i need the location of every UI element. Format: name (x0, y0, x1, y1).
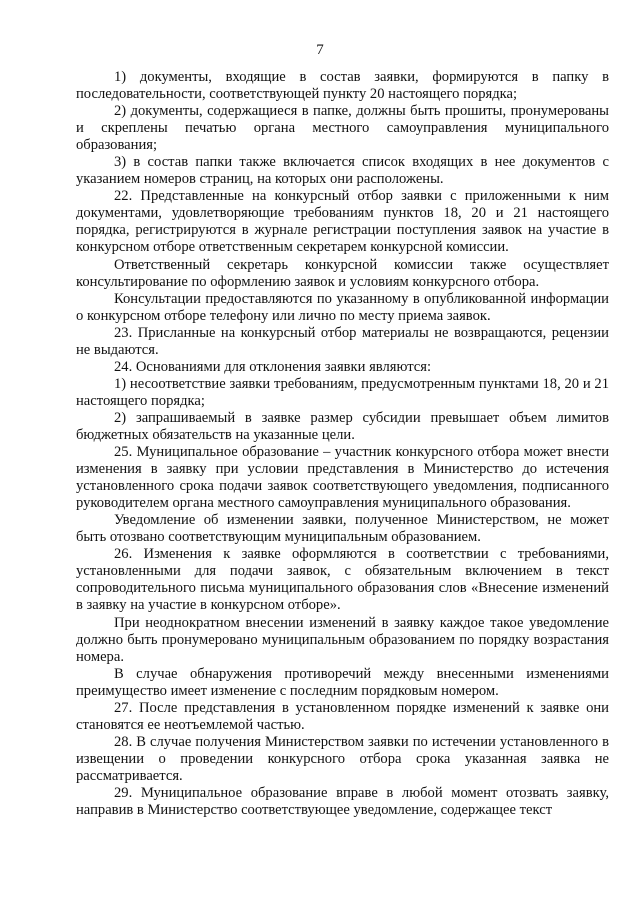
paragraph: 1) документы, входящие в состав заявки, формируются в папку в последовательности, соответствующей пункту 20 настоящего порядка; (76, 69, 609, 103)
paragraph: 25. Муниципальное образование – участник конкурсного отбора может внести изменения в заявку при условии представления в Министерство до истечения установленного срока подачи заявок соответствующего уведомления, подписанного руководителем органа местного самоуправления муниципального образования. (76, 444, 609, 512)
document-body (76, 69, 609, 819)
paragraph: 1) несоответствие заявки требованиям, предусмотренным пунктами 18, 20 и 21 настоящего порядка; (76, 375, 609, 409)
paragraph: Ответственный секретарь конкурсной комиссии также осуществляет консультирование по оформлению заявок и условиям конкурсного отбора. (76, 256, 609, 290)
paragraph: Уведомление об изменении заявки, полученное Министерством, не может быть отозвано соответствующим муниципальным образованием. (76, 512, 609, 546)
paragraph: Консультации предоставляются по указанному в опубликованной информации о конкурсном отборе телефону или лично по месту приема заявок. (76, 290, 609, 324)
paragraph: 27. После представления в установленном порядке изменений к заявке они становятся ее неотъемлемой частью. (76, 699, 609, 733)
page-number: 7 (316, 42, 324, 58)
paragraph: При неоднократном внесении изменений в заявку каждое такое уведомление должно быть пронумеровано муниципальным образованием по порядку возрастания номера. (76, 614, 609, 665)
paragraph: 3) в состав папки также включается список входящих в нее документов с указанием номеров страниц, на которых они расположены. (76, 154, 609, 188)
paragraph: В случае обнаружения противоречий между внесенными изменениями преимущество имеет изменение с последним порядковым номером. (76, 665, 609, 699)
paragraph: 24. Основаниями для отклонения заявки являются: (114, 358, 432, 375)
paragraph: 2) документы, содержащиеся в папке, должны быть прошиты, пронумерованы и скреплены печатью органа местного самоуправления муниципального образования; (76, 103, 609, 154)
paragraph: 26. Изменения к заявке оформляются в соответствии с требованиями, установленными для подачи заявок, с обязательным включением в текст сопроводительного письма муниципального образования слов «Внесение изменений в заявку на участие в конкурсном отборе». (76, 546, 609, 614)
paragraph: 22. Представленные на конкурсный отбор заявки с приложенными к ним документами, удовлетворяющие требованиям пунктов 18, 20 и 21 настоящего порядка, регистрируются в журнале регистрации поступления заявок на участие в конкурсном отборе ответственным секретарем конкурсной комиссии. (76, 188, 609, 256)
paragraph: 2) запрашиваемый в заявке размер субсидии превышает объем лимитов бюджетных обязательств на указанные цели. (76, 409, 609, 443)
paragraph: 28. В случае получения Министерством заявки по истечении установленного в извещении о проведении конкурсного отбора срока указанная заявка не рассматривается. (76, 733, 609, 784)
paragraph: 23. Присланные на конкурсный отбор материалы не возвращаются, рецензии не выдаются. (76, 324, 609, 358)
paragraph: 29. Муниципальное образование вправе в любой момент отозвать заявку, направив в Министерство соответствующее уведомление, содержащее текст (76, 784, 609, 819)
